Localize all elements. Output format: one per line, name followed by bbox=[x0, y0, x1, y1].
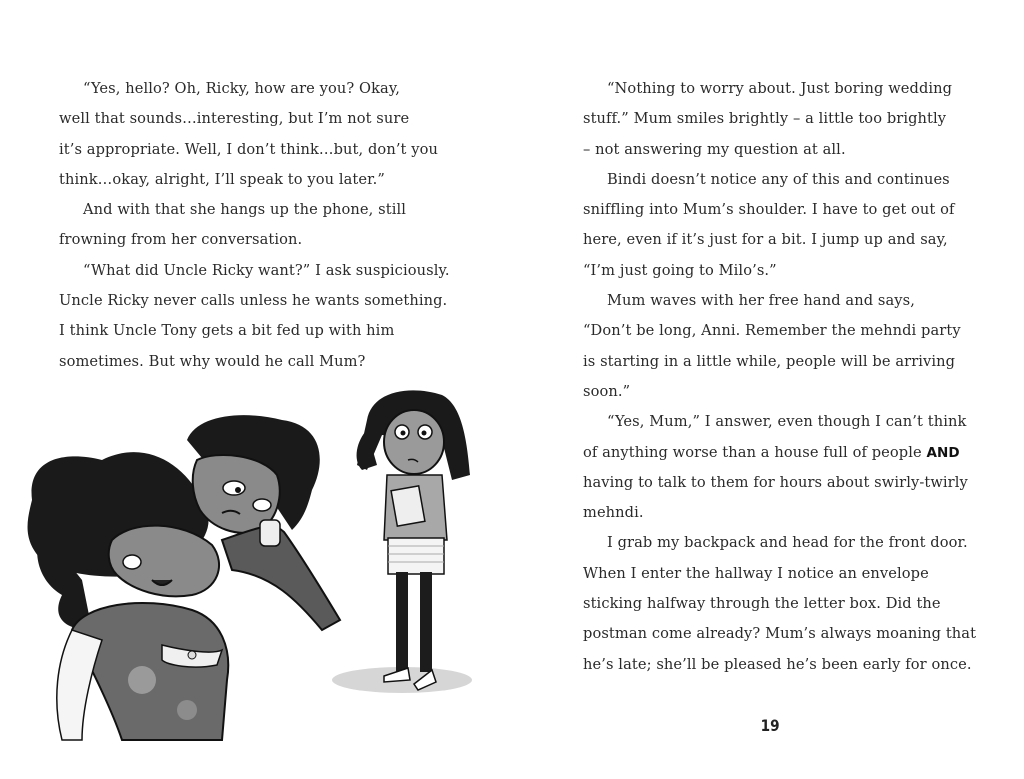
right-page-text bbox=[583, 74, 983, 680]
text-line: frowning from her conversation. bbox=[59, 231, 303, 249]
text-line: I think Uncle Tony gets a bit fed up with him bbox=[59, 322, 395, 340]
text-line-main: of anything worse than a house full of people bbox=[583, 443, 927, 461]
text-line: well that sounds…interesting, but I’m not sure bbox=[59, 110, 410, 128]
text-line: “Nothing to worry about. Just boring wedding bbox=[607, 80, 953, 97]
anni-figure bbox=[332, 390, 472, 693]
text-line: here, even if it’s just for a bit. I jump up and say, bbox=[583, 231, 948, 249]
emphasis-word: AND bbox=[926, 444, 960, 461]
text-line: I grab my backpack and head for the front door. bbox=[607, 534, 968, 552]
text-line: it’s appropriate. Well, I don’t think…but, don’t you bbox=[59, 140, 438, 158]
left-page-text bbox=[59, 74, 459, 377]
text-line: “What did Uncle Ricky want?” I ask suspiciously. bbox=[83, 261, 450, 279]
mum-hugging-bindi-figure bbox=[28, 415, 340, 740]
page-number: 19 bbox=[760, 716, 780, 735]
text-line: “Yes, hello? Oh, Ricky, how are you? Okay, bbox=[83, 80, 400, 97]
text-line: postman come already? Mum’s always moaning that bbox=[583, 625, 977, 643]
text-line: “Yes, Mum,” I answer, even though I can’t think bbox=[607, 413, 967, 431]
text-line: is starting in a little while, people will be arriving bbox=[583, 352, 956, 370]
text-line: When I enter the hallway I notice an envelope bbox=[583, 564, 929, 582]
text-line: Bindi doesn’t notice any of this and continues bbox=[607, 170, 950, 188]
text-line: “Don’t be long, Anni. Remember the mehndi party bbox=[583, 322, 961, 340]
right-page bbox=[512, 0, 1024, 779]
text-line: Uncle Ricky never calls unless he wants something. bbox=[59, 292, 448, 310]
text-line: sometimes. But why would he call Mum? bbox=[59, 352, 366, 370]
text-line: sniffling into Mum’s shoulder. I have to get out of bbox=[583, 201, 955, 219]
text-line: soon.” bbox=[583, 382, 631, 400]
text-line: And with that she hangs up the phone, still bbox=[83, 201, 406, 219]
text-line: he’s late; she’ll be pleased he’s been early for once. bbox=[583, 655, 972, 673]
text-line: mehndi. bbox=[583, 504, 644, 522]
text-line: having to talk to them for hours about swirly-twirly bbox=[583, 473, 968, 491]
text-line: Mum waves with her free hand and says, bbox=[607, 292, 915, 310]
text-line: “I’m just going to Milo’s.” bbox=[583, 261, 777, 279]
text-line bbox=[583, 438, 983, 468]
story-illustration bbox=[22, 380, 492, 770]
text-line: – not answering my question at all. bbox=[583, 140, 846, 158]
text-line: think…okay, alright, I’ll speak to you later.” bbox=[59, 170, 385, 188]
text-line: sticking halfway through the letter box. Did the bbox=[583, 595, 941, 613]
text-line: stuff.” Mum smiles brightly – a little too brightly bbox=[583, 110, 947, 128]
